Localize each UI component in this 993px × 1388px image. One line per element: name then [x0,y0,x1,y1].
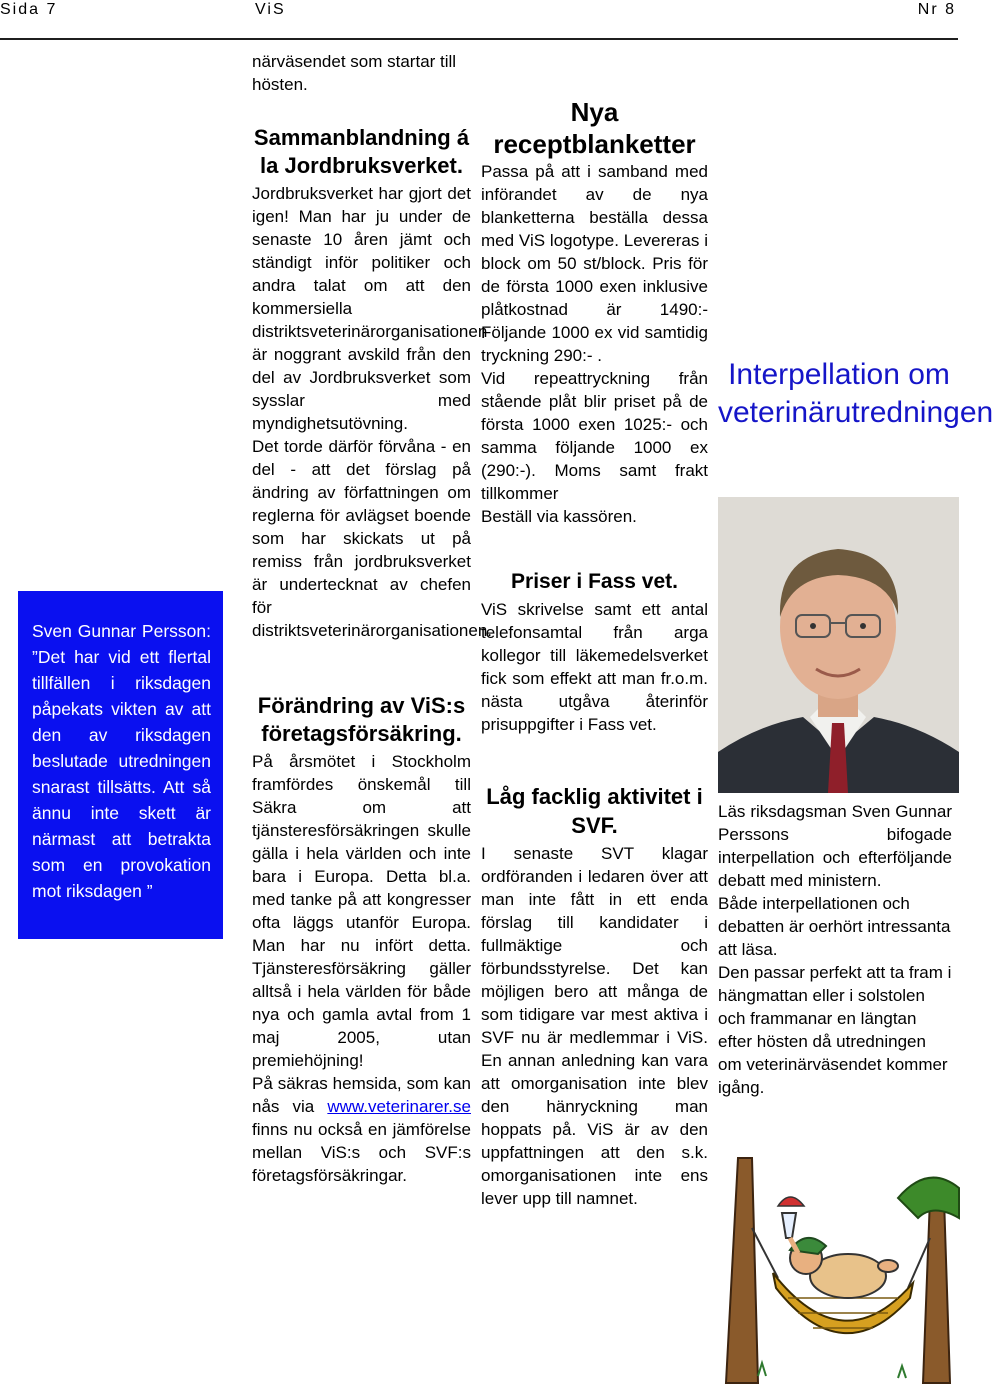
page-header [0,0,960,40]
column-4-body [718,800,952,1099]
interpellation-body-3: Den passar perfekt att ta fram i hängmattan eller i solstolen och frammanar en längtan efter hösten då utredningen om veterinärväsendet kommer igång. [718,963,952,1097]
continued-text: närväsendet som startar till hösten. [252,52,457,94]
heading-lag-facklig: Låg facklig aktivitet i SVF. [486,784,703,838]
issue-number: Nr 8 [917,1,956,18]
hammock-cartoon-icon [718,1158,959,1383]
page-number-left: Sida 7 [0,1,58,18]
priser-fass-body: ViS skrivelse samt ett antal telefonsamtal från arga kollegor till läkemedelsverket fick som effekt att man fr.o.m. nästa utgåva återinför prisuppgifter i Fass vet. [481,600,708,734]
column-4 [718,356,993,432]
column-3 [481,96,708,1210]
hemsida-text: På säkras hemsida, som kan nås via [252,1074,471,1116]
sammanblandning-body-1: Jordbruksverket har gjort det igen! Man har ju under de senaste 10 åren jämt och ständigt inför politiker och andra talat om att den kommersiella distriktsveterinärorganisationen är noggrant avskild från den del av Jordbruksverket som sysslar med myndighetsutövning. [252,184,488,433]
heading-priser-fass: Priser i Fass vet. [511,570,678,593]
heading-receptblanketter: Nya receptblanketter [493,97,696,159]
interpellation-body-1: Läs riksdagsman Sven Gunnar Perssons bifogade interpellation och efterföljande debatt med ministern. [718,802,952,890]
portrait-photo [718,497,959,793]
heading-foretagsforsakring: Förändring av ViS:s företagsförsäkring. [257,693,466,746]
person-portrait-icon [718,497,959,793]
column-2 [252,50,493,1187]
foretagsforsakring-body-2 [252,1072,471,1187]
quote-text: Sven Gunnar Persson: ”Det har vid ett flertal tillfällen i riksdagen påpekats vikten av att den av riksdagen beslutade utredningen snarast tillsätts. Att så ännu inte skett är närmast att betrakta som en provokation mot riksdagen ” [32,621,211,901]
receptblanketter-body-1: Passa på att i samband med införandet av de nya blanketterna beställa dessa med ViS logotype. Levereras i block om 50 st/block. Pris för de första 1000 exen inklusive plåtkostnad är 1490:- Följande 1000 ex vid samtidig tryckning 290:- . [481,162,708,365]
heading-sammanblandning: Sammanblandning á la Jordbruksverket. [253,125,470,178]
receptblanketter-body-3: Beställ via kassören. [481,507,637,526]
veterinarer-link[interactable]: www.veterinarer.se [327,1097,471,1116]
interpellation-body-2: Både interpellationen och debatten är oerhört intressanta att läsa. [718,894,951,959]
newsletter-title: ViS [255,1,286,18]
hammock-cartoon [718,1158,959,1383]
sammanblandning-body-2: Det torde därför förvåna - en del - att det förslag på ändring av författningen om reglerna för avlägset boende som har skickats ut på remiss från jordbruksverket är undertecknat av chefen för distriktsveterinärorganisationen. [252,437,493,640]
quote-box [18,591,223,939]
jamforelse-text: finns nu också en jämförelse mellan ViS:s och SVF:s företagsförsäkringar. [252,1120,471,1185]
header-rule [0,38,958,40]
foretagsforsakring-body-1: På årsmötet i Stockholm framfördes önskemål till Säkra om att tjänsteresförsäkringen skulle gälla i hela världen och inte bara i Europa. Detta bl.a. med tanke på att kongresser ofta läggs utanför Europa. Man har nu infört detta. Tjänsteresförsäkring gäller alltså i hela världen för både nya och gamla avtal from 1 maj 2005, utan premiehöjning! [252,752,471,1070]
receptblanketter-body-2: Vid repeattryckning från stående plåt blir priset på de första 1000 exen 1025:- och samma följande 1000 ex (290:-). Moms samt frakt tillkommer [481,369,708,503]
lag-facklig-body: I senaste SVT klagar ordföranden i ledaren över att man inte fått in ett enda förslag till kandidater i fullmäktige och förbundsstyrelse. Det kan möjligen bero att många de som tidigare var mest aktiva i SVF nu är medlemmar i ViS. En annan anledning kan vara att omorganisation inte blev den hänryckning man hoppats på. ViS är av den uppfattningen att den s.k. omorganisationen inte ens lever upp till namnet. [481,844,708,1208]
heading-interpellation: Interpellation om veterinärutredningen [718,358,993,429]
